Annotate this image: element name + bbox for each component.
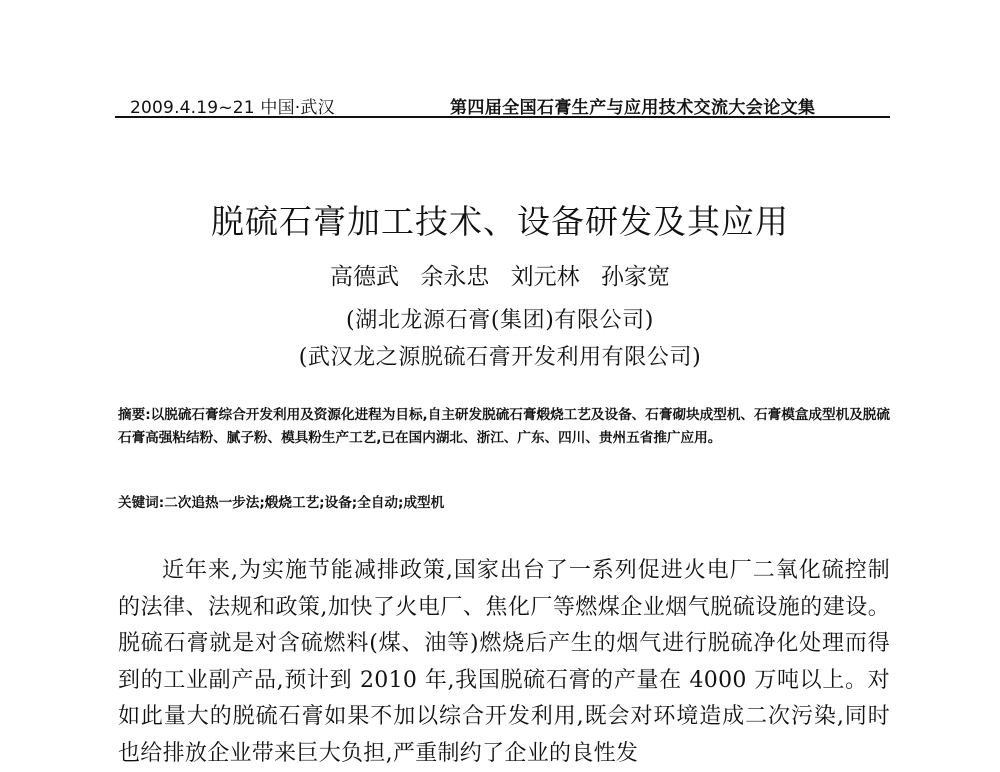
running-header-date-location: 2009.4.19~21 中国·武汉	[130, 98, 335, 118]
running-header-proceedings-title: 第四届全国石膏生产与应用技术交流大会论文集	[450, 98, 816, 118]
affiliation-1: (湖北龙源石膏(集团)有限公司)	[346, 308, 654, 333]
affiliation-2: (武汉龙之源脱硫石膏开发利用有限公司)	[298, 345, 702, 370]
author-list: 高德武 余永忠 刘元林 孙家宽	[330, 264, 670, 290]
paper-title: 脱硫石膏加工技术、设备研发及其应用	[211, 202, 789, 241]
abstract: 摘要:以脱硫石膏综合开发利用及资源化进程为目标,自主研发脱硫石膏煅烧工艺及设备、石膏砌块成型机、石膏模盒成型机及脱硫石膏高强粘结粉、腻子粉、模具粉生产工艺,已在国内湖北、浙江、广东、四川、贵州五省推广应用。	[118, 407, 890, 446]
header-divider	[115, 116, 890, 118]
body-paragraph: 近年来,为实施节能减排政策,国家出台了一系列促进火电厂二氧化硫控制的法律、法规和政策,加快了火电厂、焦化厂等燃煤企业烟气脱硫设施的建设。脱硫石膏就是对含硫燃料(煤、油等)燃烧后产生的烟气进行脱硫净化处理而得到的工业副产品,预计到 2010 年,我国脱硫石膏的产量在 4000 万吨以上。对如此量大的脱硫石膏如果不加以综合开发利用,既会对环境造成二次污染,同时也给排放企业带来巨大负担,严重制约了企业的良性发	[118, 558, 890, 766]
keywords: 关键词:二次追热一步法;煅烧工艺;设备;全自动;成型机	[118, 495, 445, 511]
